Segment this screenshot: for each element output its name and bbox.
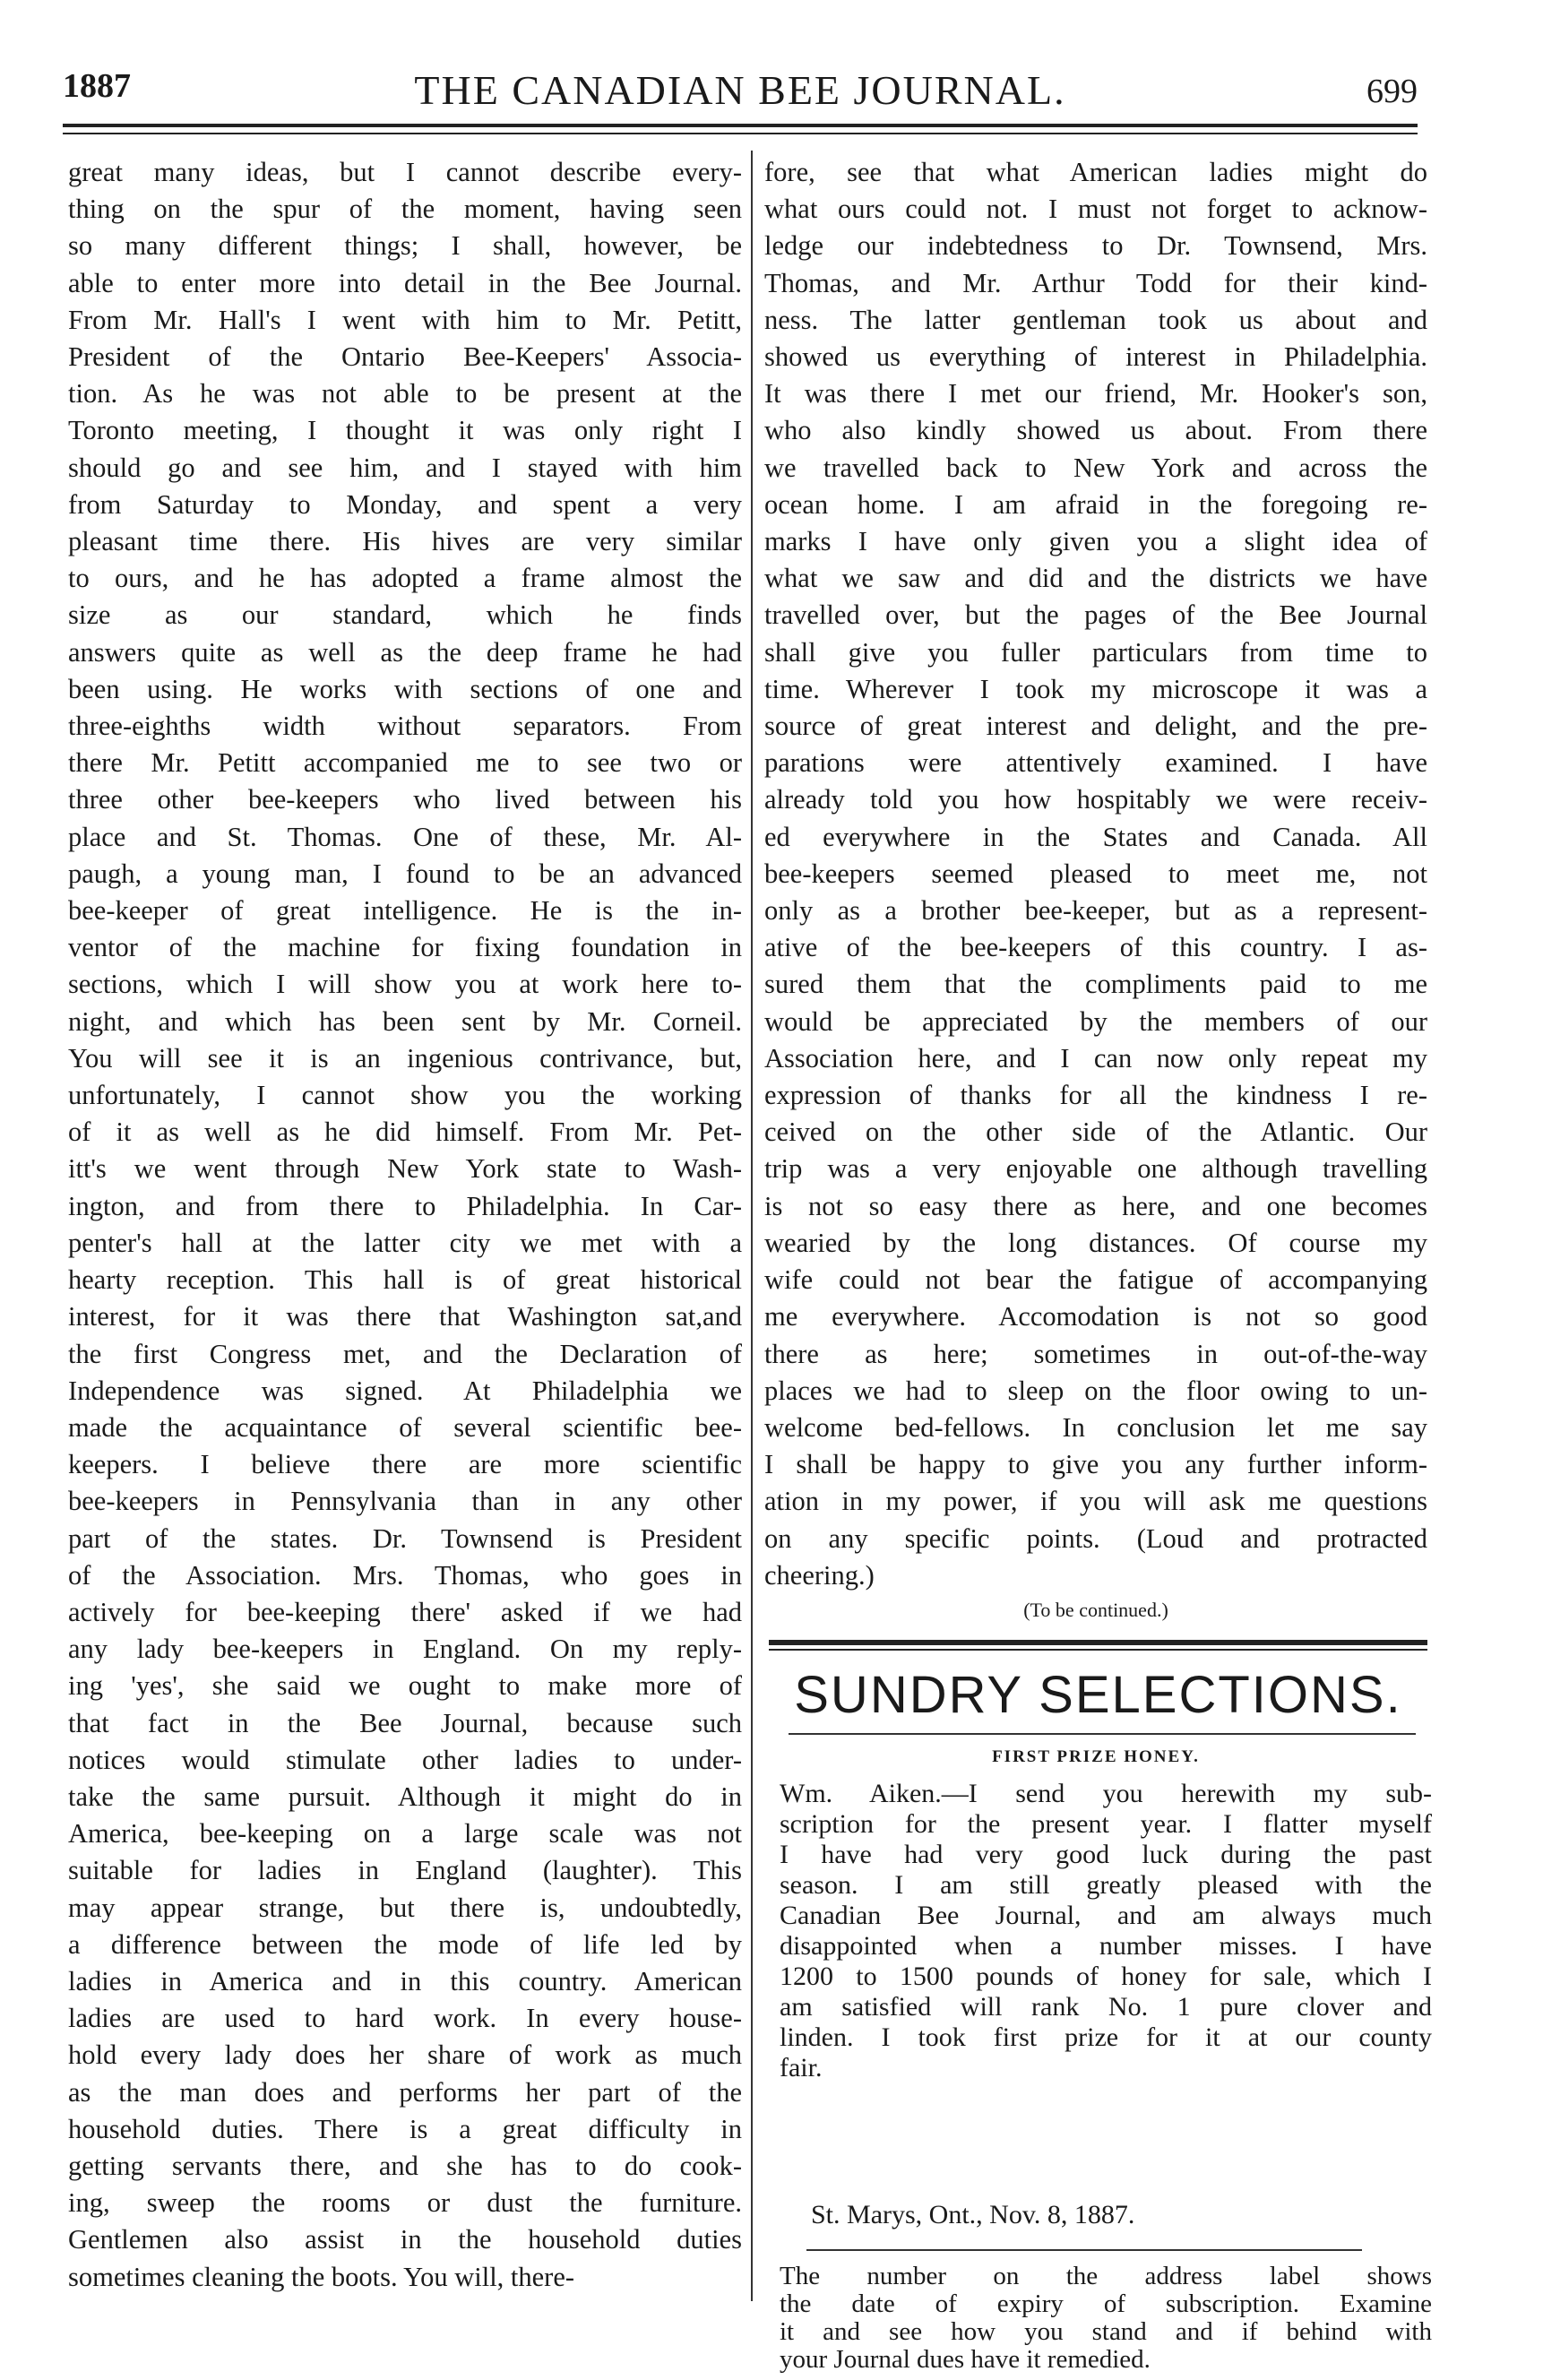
text-line: Independence was signed. At Philadelphia we [68, 1375, 742, 1406]
text-line: welcome bed-fellows. In conclusion let me say [764, 1411, 1427, 1443]
text-line: ventor of the machine for fixing foundation in [68, 932, 742, 963]
text-line: interest, for it was there that Washington sat,and [68, 1301, 742, 1332]
article-subheading: FIRST PRIZE HONEY. [992, 1747, 1200, 1766]
letter-line: I have had very good luck during the past [780, 1840, 1432, 1869]
text-line: parations were attentively examined. I have [764, 747, 1427, 779]
text-line: notices would stimulate other ladies to under- [68, 1744, 742, 1775]
text-line: ing 'yes', she said we ought to make more of [68, 1670, 742, 1702]
text-line: a difference between the mode of life led by [68, 1928, 742, 1960]
letter-line: season. I am still greatly pleased with the [780, 1870, 1432, 1900]
text-line: ative of the bee-keepers of this country. I as- [764, 932, 1427, 963]
text-line: getting servants there, and she has to do cook- [68, 2150, 742, 2181]
letter-line: fair. [780, 2053, 823, 2082]
text-line: what we saw and did and the districts we have [764, 563, 1427, 594]
text-line: Thomas, and Mr. Arthur Todd for their kind- [764, 267, 1427, 298]
text-line: bee-keeper of great intelligence. He is the in- [68, 895, 742, 927]
text-line: place and St. Thomas. One of these, Mr. Al- [68, 821, 742, 852]
text-line: bee-keepers in Pennsylvania than in any other [68, 1486, 742, 1517]
note-line: The number on the address label shows [780, 2263, 1432, 2290]
text-line: ed everywhere in the States and Canada. All [764, 821, 1427, 852]
note-line: it and see how you stand and if behind with [780, 2318, 1432, 2346]
text-line: should go and see him, and I stayed with him [68, 452, 742, 483]
text-line: President of the Ontario Bee-Keepers' Associa- [68, 341, 742, 373]
text-line: keepers. I believe there are more scientific [68, 1449, 742, 1480]
text-line: ington, and from there to Philadelphia. In Car- [68, 1190, 742, 1221]
text-line: hearty reception. This hall is of great historical [68, 1264, 742, 1296]
text-line: expression of thanks for all the kindness I re- [764, 1080, 1427, 1111]
text-line: already told you how hospitably we were receiv- [764, 784, 1427, 815]
text-line: ness. The latter gentleman took us about and [764, 304, 1427, 335]
text-line: three-eighths width without separators. From [68, 711, 742, 742]
text-line: so many different things; I shall, however, be [68, 230, 742, 262]
page-number: 699 [1366, 73, 1418, 110]
text-line: there Mr. Petitt accompanied me to see two or [68, 747, 742, 779]
text-line: pleasant time there. His hives are very similar [68, 526, 742, 557]
text-line: sured them that the compliments paid to me [764, 969, 1427, 1000]
text-line: marks I have only given you a slight idea of [764, 526, 1427, 557]
text-line: there as here; sometimes in out-of-the-way [764, 1338, 1427, 1369]
text-line: source of great interest and delight, and the pre- [764, 711, 1427, 742]
text-line: sometimes cleaning the boots. You will, there- [68, 2261, 575, 2292]
text-line: from Saturday to Monday, and spent a very [68, 488, 742, 520]
text-line: travelled over, but the pages of the Bee Journal [764, 599, 1427, 631]
section-rule-thick [769, 1640, 1427, 1645]
text-line: trip was a very enjoyable one although travelling [764, 1153, 1427, 1185]
letter-line: scription for the present year. I flatter myself [780, 1809, 1432, 1839]
text-line: take the same pursuit. Although it might do in [68, 1781, 742, 1812]
journal-title: THE CANADIAN BEE JOURNAL. [414, 67, 1066, 113]
note-rule [806, 2249, 1362, 2251]
text-line: me everywhere. Accomodation is not so good [764, 1301, 1427, 1332]
text-line: You will see it is an ingenious contrivance, but, [68, 1042, 742, 1074]
text-line: wife could not bear the fatigue of accompanying [764, 1264, 1427, 1296]
text-line: thing on the spur of the moment, having seen [68, 194, 742, 225]
column-divider [751, 151, 753, 2301]
letter-line: linden. I took first prize for it at our county [780, 2022, 1432, 2052]
text-line: only as a brother bee-keeper, but as a represent- [764, 895, 1427, 927]
text-line: household duties. There is a great difficulty in [68, 2113, 742, 2144]
text-line: sections, which I will show you at work here to- [68, 969, 742, 1000]
text-line: what ours could not. I must not forget to acknow- [764, 194, 1427, 225]
text-line: would be appreciated by the members of our [764, 1005, 1427, 1037]
text-line: Association here, and I can now only repeat my [764, 1042, 1427, 1074]
text-line: itt's we went through New York state to Wash- [68, 1153, 742, 1185]
subscription-note [780, 2263, 1432, 2374]
text-line: ladies in America and in this country. American [68, 1965, 742, 1996]
text-line: hold every lady does her share of work as much [68, 2039, 742, 2071]
letter-line: disappointed when a number misses. I have [780, 1931, 1432, 1961]
text-line: shall give you fuller particulars from time to [764, 636, 1427, 668]
text-line: who also kindly showed us about. From there [764, 415, 1427, 446]
letter-line: 1200 to 1500 pounds of honey for sale, which I [780, 1962, 1432, 1991]
text-line: to ours, and he has adopted a frame almost the [68, 563, 742, 594]
text-line: actively for bee-keeping there' asked if we had [68, 1596, 742, 1627]
text-line: places we had to sleep on the floor owing to un- [764, 1375, 1427, 1406]
text-line: suitable for ladies in England (laughter). This [68, 1855, 742, 1886]
text-line: paugh, a young man, I found to be an advanced [68, 858, 742, 889]
section-title-underline [789, 1733, 1416, 1735]
text-line: ation in my power, if you will ask me questions [764, 1486, 1427, 1517]
text-line: penter's hall at the latter city we met with a [68, 1227, 742, 1258]
letter-line: am satisfied will rank No. 1 pure clover and [780, 1992, 1432, 2022]
text-line: night, and which has been sent by Mr. Corneil. [68, 1005, 742, 1037]
letter-body [780, 1779, 1432, 2083]
text-line: three other bee-keepers who lived between his [68, 784, 742, 815]
text-line: that fact in the Bee Journal, because such [68, 1707, 742, 1738]
section-rule-thin [769, 1649, 1427, 1651]
text-line: been using. He works with sections of one and [68, 673, 742, 704]
text-line: unfortunately, I cannot show you the working [68, 1080, 742, 1111]
text-line: tion. As he was not able to be present at the [68, 378, 742, 410]
text-line: of it as well as he did himself. From Mr. Pet- [68, 1117, 742, 1148]
header-rule-thin [63, 133, 1418, 134]
header-rule-thick [63, 124, 1418, 127]
text-line: great many ideas, but I cannot describe every- [68, 157, 742, 187]
note-line: your Journal dues have it remedied. [780, 2346, 1151, 2374]
header-year: 1887 [63, 67, 131, 105]
text-line: From Mr. Hall's I went with him to Mr. Petitt, [68, 304, 742, 335]
text-line: is not so easy there as here, and one becomes [764, 1190, 1427, 1221]
continued-note: (To be continued.) [1023, 1599, 1168, 1621]
text-line: Toronto meeting, I thought it was only right I [68, 415, 742, 446]
text-line: may appear strange, but there is, undoubtedly, [68, 1892, 742, 1923]
text-line: of the Association. Mrs. Thomas, who goes in [68, 1559, 742, 1591]
page-header [63, 66, 1418, 129]
text-line: on any specific points. (Loud and protracted [764, 1522, 1427, 1554]
letter-line: Wm. Aiken.—I send you herewith my sub- [780, 1779, 1432, 1808]
text-line: time. Wherever I took my microscope it was a [764, 673, 1427, 704]
note-line: the date of expiry of subscription. Examine [780, 2290, 1432, 2318]
text-line: able to enter more into detail in the Bee Journal. [68, 267, 742, 298]
text-line: ocean home. I am afraid in the foregoing re- [764, 488, 1427, 520]
text-line: part of the states. Dr. Townsend is President [68, 1522, 742, 1554]
text-line: made the acquaintance of several scientific bee- [68, 1411, 742, 1443]
text-line: Gentlemen also assist in the household duties [68, 2224, 742, 2255]
text-line: as the man does and performs her part of the [68, 2076, 742, 2108]
text-line: fore, see that what American ladies might do [764, 157, 1427, 187]
left-column [68, 154, 742, 2296]
text-line: America, bee-keeping on a large scale was not [68, 1818, 742, 1850]
text-line: answers quite as well as the deep frame he had [68, 636, 742, 668]
right-column [764, 154, 1427, 1594]
text-line: ing, sweep the rooms or dust the furniture. [68, 2187, 742, 2219]
text-line: we travelled back to New York and across the [764, 452, 1427, 483]
text-line: bee-keepers seemed pleased to meet me, not [764, 858, 1427, 889]
text-line: showed us everything of interest in Philadelphia. [764, 341, 1427, 373]
section-title: SUNDRY SELECTIONS. [794, 1666, 1402, 1724]
text-line: ceived on the other side of the Atlantic. Our [764, 1117, 1427, 1148]
text-line: It was there I met our friend, Mr. Hooker's son, [764, 378, 1427, 410]
letter-signature: St. Marys, Ont., Nov. 8, 1887. [811, 2200, 1135, 2229]
text-line: ladies are used to hard work. In every house- [68, 2003, 742, 2034]
letter-line: Canadian Bee Journal, and am always much [780, 1901, 1432, 1930]
text-line: cheering.) [764, 1559, 875, 1591]
text-line: any lady bee-keepers in England. On my reply- [68, 1634, 742, 1665]
text-line: I shall be happy to give you any further inform- [764, 1449, 1427, 1480]
text-line: the first Congress met, and the Declaration of [68, 1338, 742, 1369]
text-line: wearied by the long distances. Of course my [764, 1227, 1427, 1258]
text-line: ledge our indebtedness to Dr. Townsend, Mrs. [764, 230, 1427, 262]
text-line: size as our standard, which he finds [68, 599, 742, 631]
